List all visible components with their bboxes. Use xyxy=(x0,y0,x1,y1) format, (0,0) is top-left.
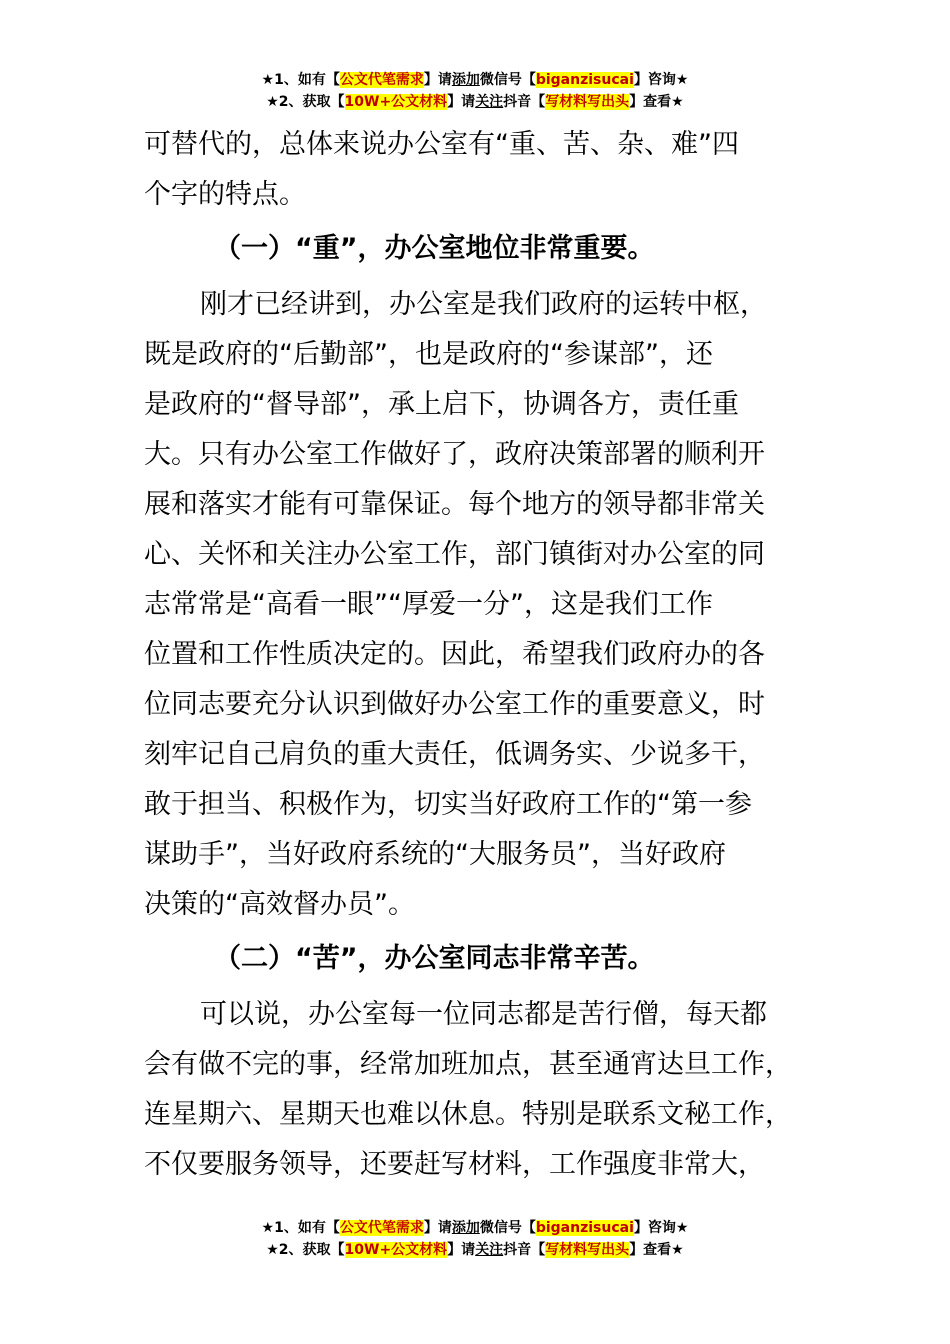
body-line: 刚才已经讲到，办公室是我们政府的运转中枢， xyxy=(200,289,767,320)
body-line: 大。只有办公室工作做好了，政府决策部署的顺利开 xyxy=(144,439,765,470)
promo-text: 】请 xyxy=(447,1242,476,1258)
promo-highlight: 10W+公文材料 xyxy=(344,94,448,110)
body-line: 个字的特点。 xyxy=(144,179,306,210)
body-line: 心、关怀和关注办公室工作，部门镇街对办公室的同 xyxy=(144,539,765,570)
promo-text: 】请 xyxy=(423,72,452,88)
body-line: 不仅要服务领导，还要赶写材料，工作强度非常大， xyxy=(144,1149,765,1180)
promo-text: 】请 xyxy=(423,1220,452,1236)
promo-text: 】咨询★ xyxy=(633,72,689,88)
body-line: 既是政府的“后勤部”，也是政府的“参谋部”，还 xyxy=(144,339,713,370)
section-heading: （二）“苦”，办公室同志非常辛苦。 xyxy=(214,943,655,974)
footer-promo-banner xyxy=(0,1217,950,1261)
promo-text: 微信号【 xyxy=(479,1220,536,1236)
promo-douyin-id: 写材料写出头 xyxy=(545,1242,630,1258)
body-line: 位置和工作性质决定的。因此，希望我们政府办的各 xyxy=(144,639,765,670)
body-line: 敢于担当、积极作为，切实当好政府工作的“第一参 xyxy=(144,789,752,820)
body-line: 可替代的，总体来说办公室有“重、苦、杂、难”四 xyxy=(144,129,739,160)
promo-text: 】查看★ xyxy=(629,94,684,110)
promo-text: ★2、获取【 xyxy=(266,94,345,110)
promo-wechat-id: biganzisucai xyxy=(535,1220,634,1236)
promo-text: 微信号【 xyxy=(479,72,536,88)
body-line: 会有做不完的事，经常加班加点，甚至通宵达旦工作， xyxy=(144,1049,792,1080)
promo-text: ★1、如有【 xyxy=(261,1220,340,1236)
promo-douyin-id: 写材料写出头 xyxy=(545,94,630,110)
promo-text: 抖音【 xyxy=(503,94,546,110)
promo-wechat-id: biganzisucai xyxy=(535,72,634,88)
document-body xyxy=(144,120,834,1190)
promo-underlined-text: 添加 xyxy=(451,72,480,88)
promo-highlight: 公文代笔需求 xyxy=(339,72,424,88)
promo-underlined-text: 添加 xyxy=(451,1220,480,1236)
body-line: 可以说，办公室每一位同志都是苦行僧，每天都 xyxy=(200,999,767,1030)
body-line: 决策的“高效督办员”。 xyxy=(144,889,415,920)
promo-underlined-text: 关注 xyxy=(475,94,504,110)
body-line: 谋助手”，当好政府系统的“大服务员”，当好政府 xyxy=(144,839,726,870)
promo-text: ★2、获取【 xyxy=(266,1242,345,1258)
body-line: 刻牢记自己肩负的重大责任，低调务实、少说多干， xyxy=(144,739,765,770)
promo-underlined-text: 关注 xyxy=(475,1242,504,1258)
body-line: 志常常是“高看一眼”“厚爱一分”，这是我们工作 xyxy=(144,589,713,620)
promo-text: 】查看★ xyxy=(629,1242,684,1258)
promo-text: 抖音【 xyxy=(503,1242,546,1258)
body-line: 是政府的“督导部”，承上启下，协调各方，责任重 xyxy=(144,389,739,420)
body-line: 连星期六、星期天也难以休息。特别是联系文秘工作， xyxy=(144,1099,792,1130)
promo-highlight: 公文代笔需求 xyxy=(339,1220,424,1236)
promo-text: 】咨询★ xyxy=(633,1220,689,1236)
body-line: 展和落实才能有可靠保证。每个地方的领导都非常关 xyxy=(144,489,765,520)
promo-highlight: 10W+公文材料 xyxy=(344,1242,448,1258)
body-line: 位同志要充分认识到做好办公室工作的重要意义，时 xyxy=(144,689,765,720)
header-promo-banner xyxy=(0,69,950,113)
promo-text: 】请 xyxy=(447,94,476,110)
promo-text: ★1、如有【 xyxy=(261,72,340,88)
promo-line-1 xyxy=(0,69,950,91)
promo-line-1 xyxy=(0,1217,950,1239)
section-heading: （一）“重”，办公室地位非常重要。 xyxy=(214,233,655,264)
promo-line-2 xyxy=(0,91,950,113)
promo-line-2 xyxy=(0,1239,950,1261)
